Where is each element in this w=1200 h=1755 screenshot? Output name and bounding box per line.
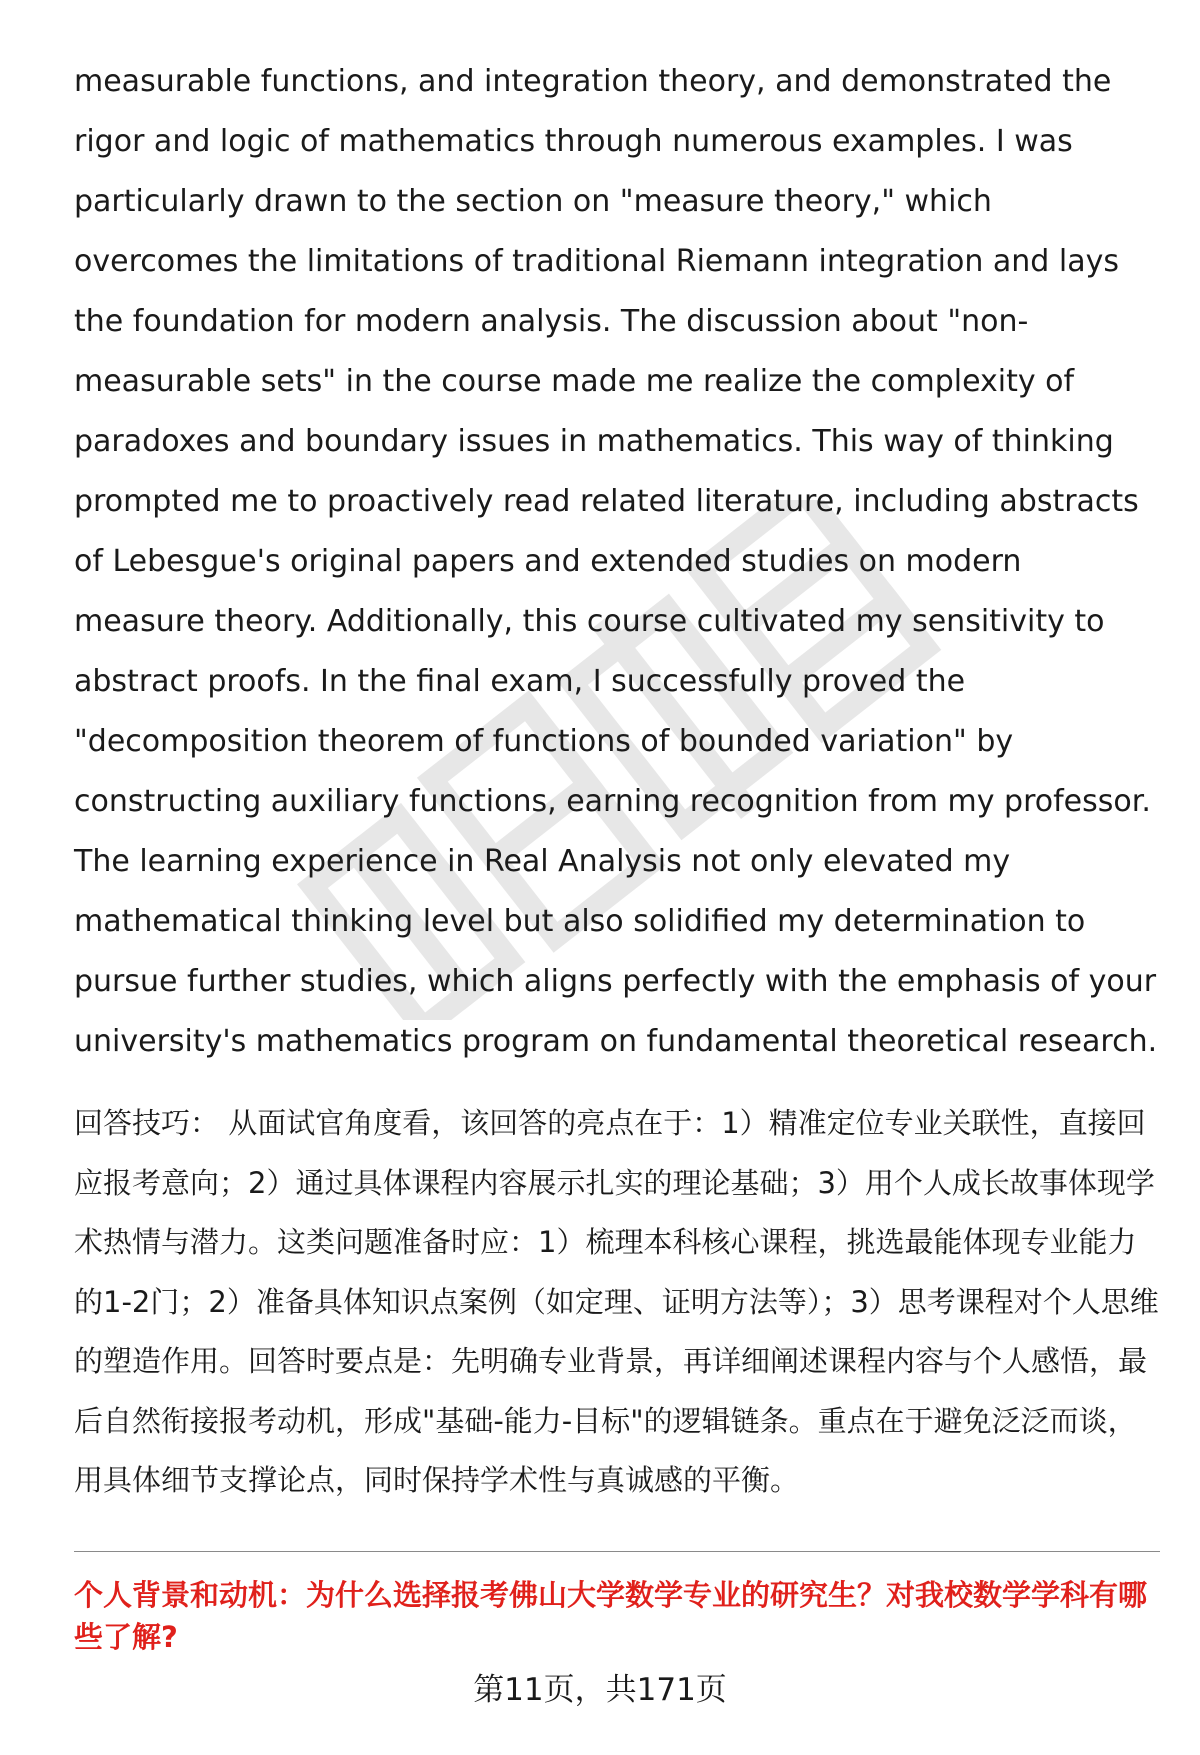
answer-paragraph: measurable functions, and integration theory, and demonstrated the rigor and logic of mathematics through numerous examples. I was particularly drawn to the section on "measure theory," which overcomes the limitations of traditional Riemann integration and lays the foundation for modern analysis. The discussion about "non-measurable sets" in the course made me realize the complexity of paradoxes and boundary issues in mathematics. This way of thinking prompted me to proactively read related literature, including abstracts of Lebesgue's original papers and extended studies on modern measure theory. Additionally, this course cultivated my sensitivity to abstract proofs. In the final exam, I successfully proved the "decomposition theorem of functions of bounded variation" by constructing auxiliary functions, earning recognition from my professor. The learning experience in Real Analysis not only elevated my mathematical thinking level but also solidified my determination to pursue further studies, which aligns perfectly with the emphasis of your university's mathematics program on fundamental theoretical research. bbox=[74, 64, 1158, 1059]
answer-tips-paragraph: 回答技巧： 从面试官角度看，该回答的亮点在于：1）精准定位专业关联性，直接回应报考意向；2）通过具体课程内容展示扎实的理论基础；3）用个人成长故事体现学术热情与潜力。这类问题准备时应：1）梳理本科核心课程，挑选最能体现专业能力的1-2门；2）准备具体知识点案例（如定理、证明方法等）；3）思考课程对个人思维的塑造作用。回答时要点是：先明确专业背景，再详细阐述课程内容与个人感悟，最后自然衔接报考动机，形成"基础-能力-目标"的逻辑链条。重点在于避免泛泛而谈，用具体细节支撑论点，同时保持学术性与真诚感的平衡。 bbox=[74, 1106, 1159, 1497]
page-number: 第11页，共171页 bbox=[473, 1672, 727, 1708]
next-question-heading: 个人背景和动机：为什么选择报考佛山大学数学专业的研究生？对我校数学学科有哪些了解? bbox=[74, 1577, 1148, 1654]
page-content bbox=[74, 52, 1160, 1658]
section-divider bbox=[74, 1551, 1160, 1552]
